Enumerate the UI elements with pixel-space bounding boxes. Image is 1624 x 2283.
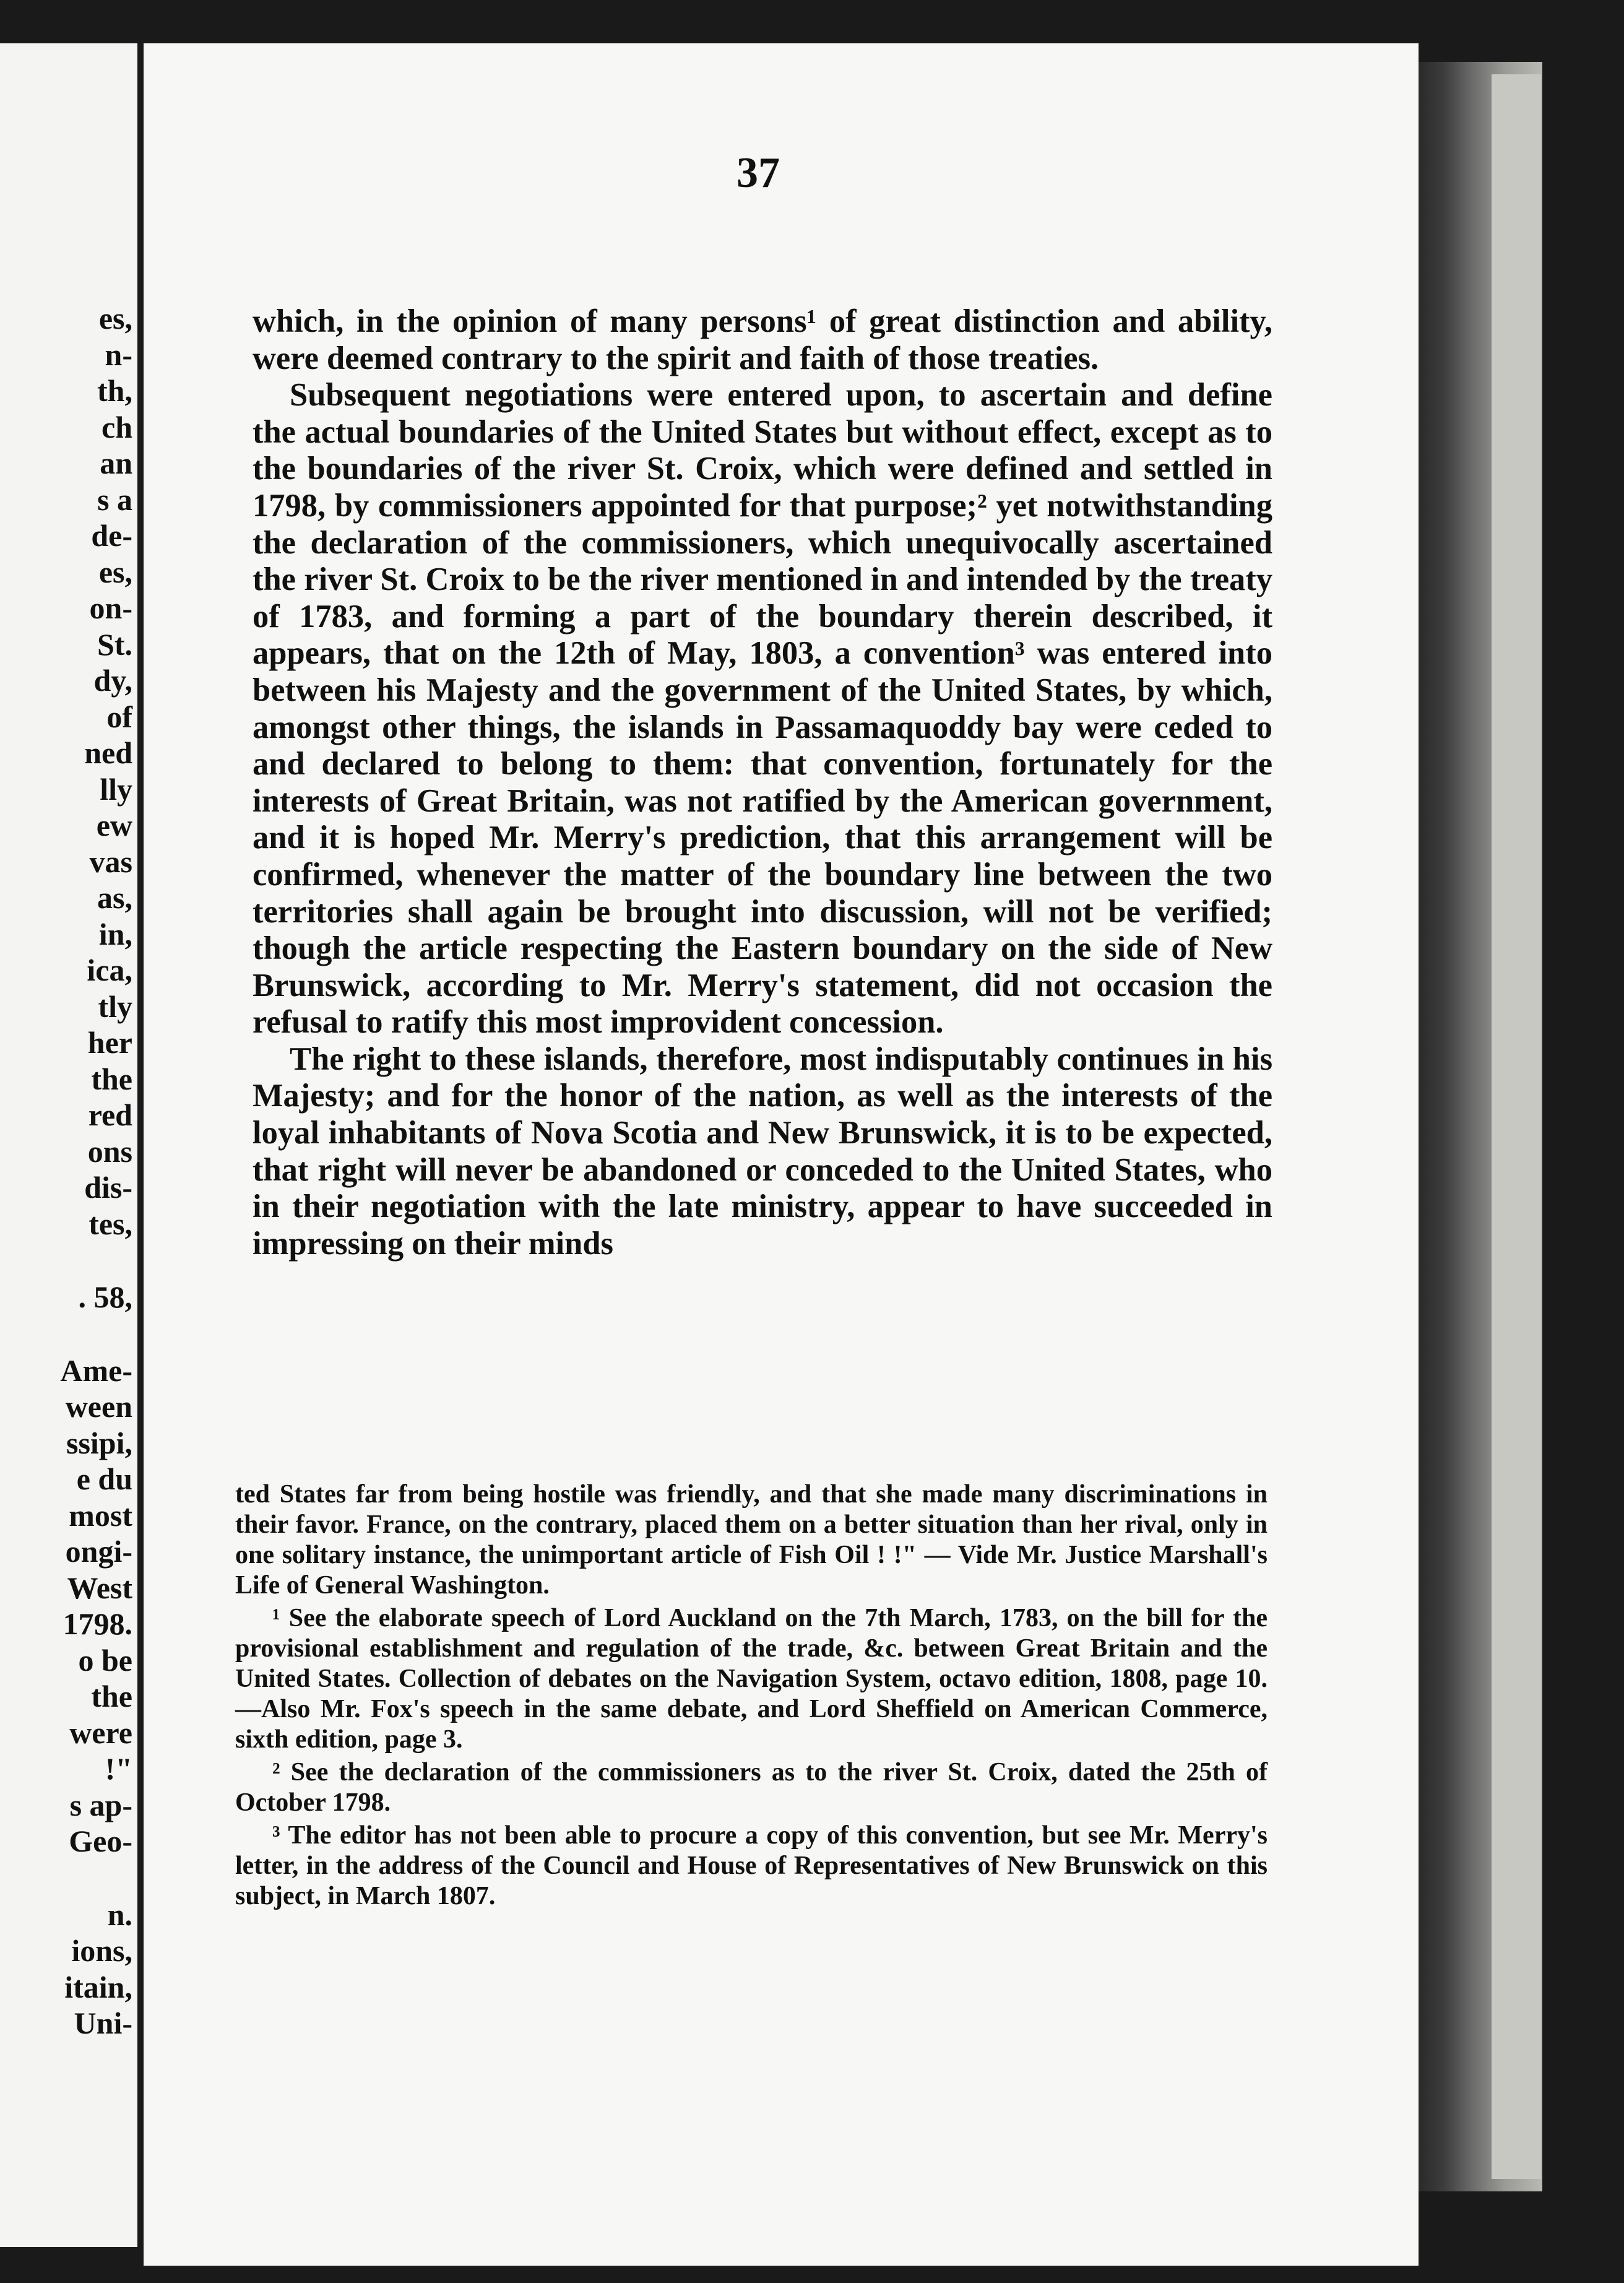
left-fragment: her [87, 1025, 132, 1060]
left-fragment: were [69, 1715, 132, 1750]
left-fragment: in, [98, 916, 132, 951]
left-fragment: itain, [64, 1969, 132, 2004]
left-fragment: on- [89, 591, 132, 625]
left-fragment: ween [65, 1389, 132, 1424]
left-fragment: Ame- [60, 1353, 132, 1388]
left-fragment: o be [78, 1642, 132, 1678]
paragraph-2: Subsequent negotiations were entered upon, to ascertain and define the actual boundaries of the United States but without effect, except as to the boundaries of the river St. Croix, which were defined and settled in 1798, by commissioners appointed for that purpose;² yet notwithstanding the declaration of the commissioners, which unequivocally ascertained the river St. Croix to be the river mentioned in and intended by the treaty of 1783, and forming a part of the boundary therein described, it appears, that on the 12th of May, 1803, a convention³ was entered into between his Majesty and the government of the United States, by which, amongst other things, the islands in Passamaquoddy bay were ceded to and declared to belong to them: that convention, fortunately for the interests of Great Britain, was not ratified by the American government, and it is hoped Mr. Merry's prediction, that this arrangement will be confirmed, whenever the matter of the boundary line between the two territories shall again be brought into discussion, will not be verified; though the article respecting the Eastern boundary on the side of New Brunswick, according to Mr. Merry's statement, did not occasion the refusal to ratify this most improvident concession. [253, 377, 1272, 1041]
left-fragment: St. [97, 626, 132, 662]
body-text [253, 303, 1272, 1262]
left-fragment: vas [89, 844, 132, 879]
footnote-continued: ted States far from being hostile was friendly, and that she made many discriminations in their favor. France, on the contrary, placed them on a better situation than her rival, only in one solitary instance, the unimportant article of Fish Oil ! !" — Vide Mr. Justice Marshall's Life of General Washington. [235, 1480, 1268, 1600]
left-fragment: !" [105, 1751, 132, 1786]
left-fragment: the [91, 1061, 132, 1096]
left-fragment: ica, [87, 953, 132, 987]
left-fragment: lly [100, 771, 132, 807]
left-fragment: . 58, [78, 1280, 132, 1314]
left-fragment: es, [98, 554, 132, 589]
left-fragment: ons [87, 1133, 132, 1169]
footnote-2: ² See the declaration of the commissioners as to the river St. Croix, dated the 25th of October 1798. [235, 1758, 1268, 1817]
left-fragment: th, [97, 373, 132, 408]
left-fragment: ongi- [65, 1534, 132, 1569]
left-fragment: 1798. [63, 1606, 132, 1641]
left-fragment: an [100, 446, 132, 480]
left-fragment: dis- [84, 1170, 132, 1205]
left-fragment: Uni- [74, 2006, 132, 2040]
left-fragment: dy, [93, 663, 132, 698]
left-fragment: most [69, 1497, 132, 1533]
left-facing-page [0, 43, 137, 2247]
left-fragment: n- [105, 337, 132, 372]
left-fragment: red [88, 1098, 132, 1132]
left-fragment: as, [97, 880, 132, 915]
left-fragment: e du [76, 1462, 132, 1496]
page-edges [1492, 74, 1541, 2179]
footnote-3: ³ The editor has not been able to procure a copy of this convention, but see Mr. Merry's letter, in the address of the Council and House of Representatives of New Brunswick on this subject, in March 1807. [235, 1821, 1268, 1910]
left-fragment: n. [107, 1897, 132, 1932]
paragraph-1: which, in the opinion of many persons¹ of great distinction and ability, were deemed contrary to the spirit and faith of those treaties. [253, 303, 1272, 376]
left-fragment: s ap- [69, 1787, 132, 1822]
left-fragment: West [67, 1570, 132, 1605]
left-fragment: tly [98, 989, 132, 1024]
left-fragment: tes, [89, 1206, 132, 1241]
left-fragment: ch [102, 409, 132, 444]
left-fragment: ions, [71, 1933, 132, 1968]
left-fragment: ssipi, [66, 1425, 132, 1460]
left-fragment: ew [96, 808, 132, 843]
left-fragment: es, [98, 301, 132, 336]
left-fragment: the [91, 1679, 132, 1713]
paragraph-3: The right to these islands, therefore, most indisputably continues in his Majesty; and for the honor of the nation, as well as the interests of the loyal inhabitants of Nova Scotia and New Brunswick, it is to be expected, that right will never be abandoned or conceded to the United States, who in their negotiation with the late ministry, appear to have succeeded in impressing on their minds [253, 1041, 1272, 1262]
footnote-1: ¹ See the elaborate speech of Lord Auckland on the 7th March, 1783, on the bill for the provisional establishment and regulation of the trade, &c. between Great Britain and the United States. Collection of debates on the Navigation System, octavo edition, 1808, page 10.—Also Mr. Fox's speech in the same debate, and Lord Sheffield on American Commerce, sixth edition, page 3. [235, 1604, 1268, 1754]
footnotes [235, 1479, 1268, 1914]
left-fragment: ned [84, 735, 132, 770]
left-fragment: s a [97, 482, 132, 517]
left-page-fragments [60, 43, 132, 2042]
page-number: 37 [736, 149, 780, 197]
left-fragment: de- [91, 518, 132, 553]
left-fragment: of [106, 699, 132, 734]
left-fragment: Geo- [69, 1824, 132, 1858]
